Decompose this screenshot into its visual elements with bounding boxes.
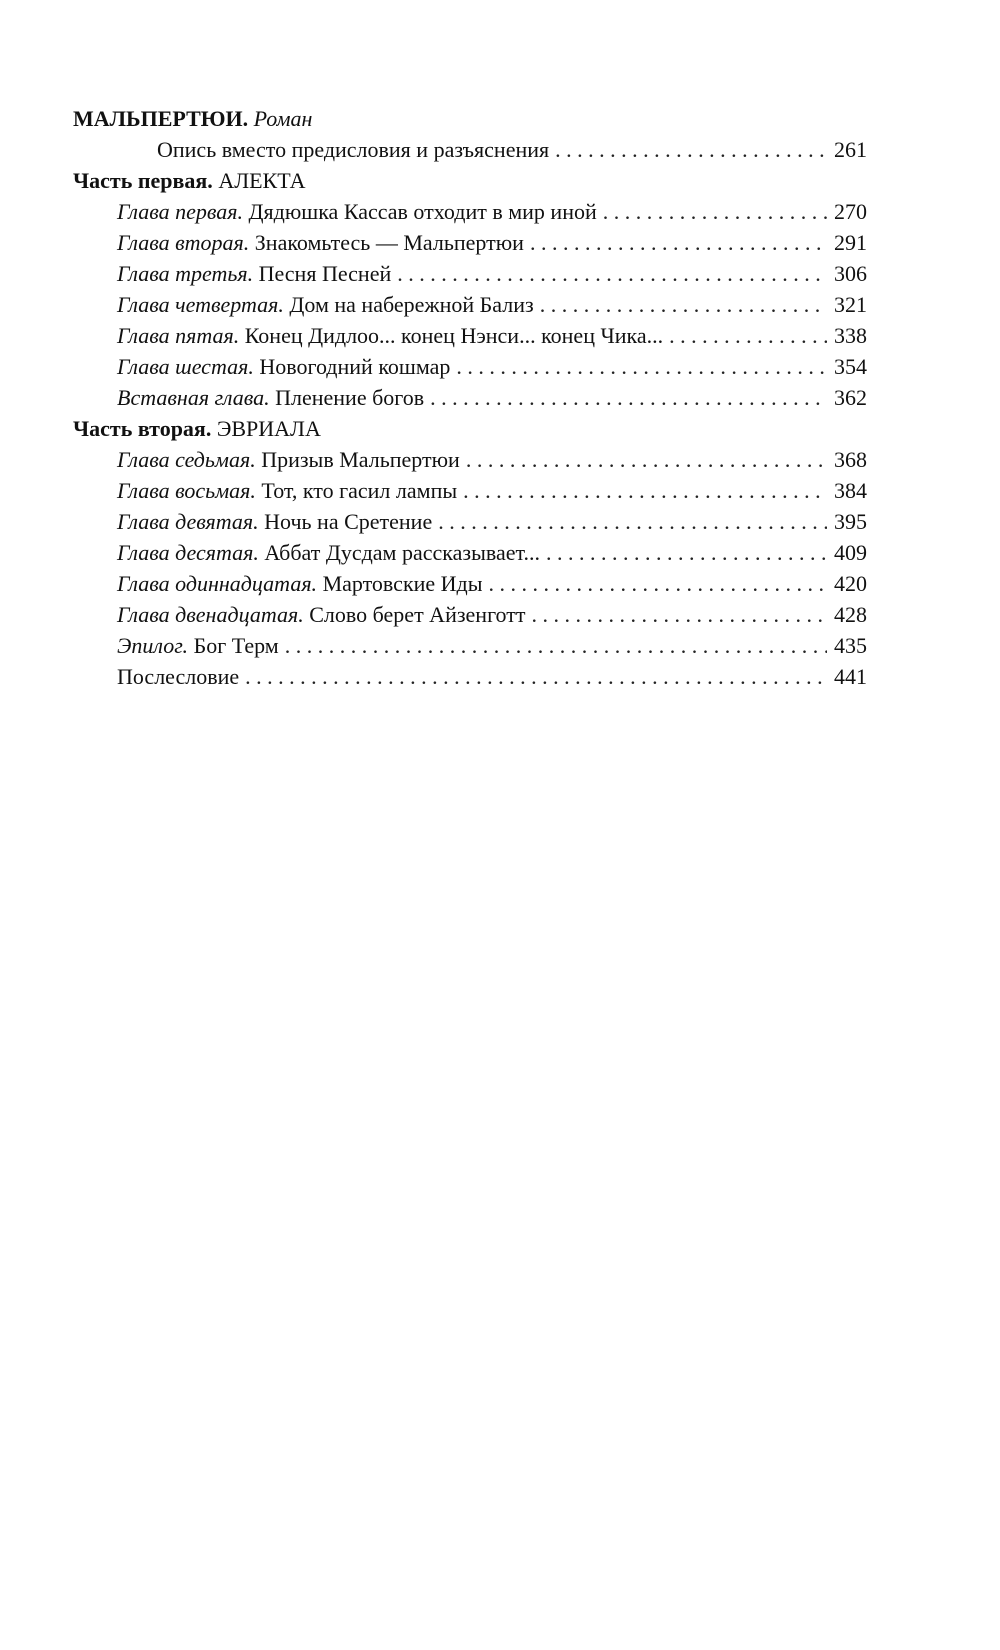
entry-title <box>117 630 279 661</box>
toc-entry[interactable] <box>73 258 867 289</box>
chapter-title: Мартовские Иды <box>322 571 483 596</box>
toc-entry[interactable] <box>73 196 867 227</box>
entry-title <box>117 289 534 320</box>
page-number: 261 <box>834 137 867 162</box>
toc-entry[interactable] <box>73 351 867 382</box>
page-number: 362 <box>834 385 867 410</box>
chapter-title: Песня Песней <box>258 261 392 286</box>
chapter-label: Глава вторая. <box>117 230 250 255</box>
entry-title <box>117 258 391 289</box>
dot-leader <box>489 568 827 599</box>
chapter-label: Глава третья. <box>117 261 254 286</box>
entry-title <box>117 196 597 227</box>
part-label: Часть вторая. <box>73 416 212 441</box>
dot-leader <box>546 537 827 568</box>
toc-entry[interactable] <box>73 289 867 320</box>
chapter-title: Конец Дидлоо... конец Нэнси... конец Чика... <box>244 323 664 348</box>
entry-title <box>117 382 424 413</box>
dot-leader <box>245 661 827 692</box>
page-number: 441 <box>834 664 867 689</box>
page-number: 291 <box>834 230 867 255</box>
part-label: Часть первая. <box>73 168 213 193</box>
chapter-label: Глава одиннадцатая. <box>117 571 318 596</box>
toc-entry[interactable] <box>73 630 867 661</box>
chapter-title: Новогодний кошмар <box>259 354 451 379</box>
book-title-genre: Роман <box>253 106 313 131</box>
chapter-title: Слово берет Айзенготт <box>309 602 526 627</box>
chapter-title: Дом на набережной Бализ <box>289 292 534 317</box>
chapter-title: Дядюшка Кассав отходит в мир иной <box>248 199 597 224</box>
part-name: ЭВРИАЛА <box>216 416 321 441</box>
page-number: 338 <box>834 323 867 348</box>
dot-leader <box>456 351 827 382</box>
part-name: АЛЕКТА <box>218 168 306 193</box>
chapter-title: Знакомьтесь — Мальпертюи <box>254 230 524 255</box>
dot-leader <box>530 227 827 258</box>
toc-entry[interactable] <box>73 537 867 568</box>
dot-leader <box>532 599 828 630</box>
dot-leader <box>285 630 827 661</box>
chapter-label: Вставная глава. <box>117 385 270 410</box>
dot-leader <box>438 506 827 537</box>
toc-entry[interactable] <box>73 227 867 258</box>
dot-leader <box>397 258 827 289</box>
chapter-label: Глава седьмая. <box>117 447 256 472</box>
toc-entry[interactable] <box>73 599 867 630</box>
chapter-label: Эпилог. <box>117 633 189 658</box>
page-number: 368 <box>834 447 867 472</box>
entry-title: Опись вместо предисловия и разъяснения <box>157 137 550 162</box>
chapter-title: Аббат Дусдам рассказывает... <box>264 540 540 565</box>
chapter-label: Глава восьмая. <box>117 478 256 503</box>
toc-entry-afterword[interactable] <box>73 661 867 692</box>
part-heading <box>73 413 867 444</box>
page-number: 428 <box>834 602 867 627</box>
dot-leader <box>540 289 827 320</box>
entry-title: Послесловие <box>117 664 240 689</box>
chapter-label: Глава десятая. <box>117 540 259 565</box>
page-number: 321 <box>834 292 867 317</box>
toc-entry-preface[interactable] <box>73 134 867 165</box>
toc-entry[interactable] <box>73 382 867 413</box>
chapter-title: Тот, кто гасил лампы <box>261 478 458 503</box>
chapter-label: Глава пятая. <box>117 323 240 348</box>
part-heading <box>73 165 867 196</box>
dot-leader <box>669 320 827 351</box>
chapter-label: Глава шестая. <box>117 354 254 379</box>
chapter-title: Ночь на Сретение <box>264 509 433 534</box>
book-title-name: МАЛЬПЕРТЮИ. <box>73 106 249 131</box>
entry-title <box>117 568 483 599</box>
page-number: 270 <box>834 199 867 224</box>
page-number: 409 <box>834 540 867 565</box>
toc-entry[interactable] <box>73 475 867 506</box>
chapter-label: Глава девятая. <box>117 509 259 534</box>
entry-title <box>117 227 524 258</box>
entry-title <box>117 599 526 630</box>
dot-leader <box>603 196 827 227</box>
table-of-contents <box>73 103 867 692</box>
toc-entry[interactable] <box>73 506 867 537</box>
chapter-label: Глава четвертая. <box>117 292 284 317</box>
toc-entry[interactable] <box>73 568 867 599</box>
dot-leader <box>430 382 827 413</box>
chapter-label: Глава двенадцатая. <box>117 602 304 627</box>
chapter-title: Пленение богов <box>275 385 425 410</box>
entry-title <box>117 475 457 506</box>
chapter-label: Глава первая. <box>117 199 243 224</box>
dot-leader <box>466 444 827 475</box>
chapter-title: Призыв Мальпертюи <box>261 447 460 472</box>
entry-title <box>117 537 540 568</box>
book-title <box>73 103 867 134</box>
toc-entry[interactable] <box>73 444 867 475</box>
page-number: 354 <box>834 354 867 379</box>
dot-leader <box>555 134 827 165</box>
chapter-title: Бог Терм <box>193 633 279 658</box>
entry-title <box>117 444 460 475</box>
dot-leader <box>463 475 827 506</box>
page-number: 435 <box>834 633 867 658</box>
page-number: 420 <box>834 571 867 596</box>
page-number: 306 <box>834 261 867 286</box>
page-number: 395 <box>834 509 867 534</box>
entry-title <box>117 351 450 382</box>
entry-title <box>117 320 663 351</box>
entry-title <box>117 506 432 537</box>
toc-entry[interactable] <box>73 320 867 351</box>
page-number: 384 <box>834 478 867 503</box>
